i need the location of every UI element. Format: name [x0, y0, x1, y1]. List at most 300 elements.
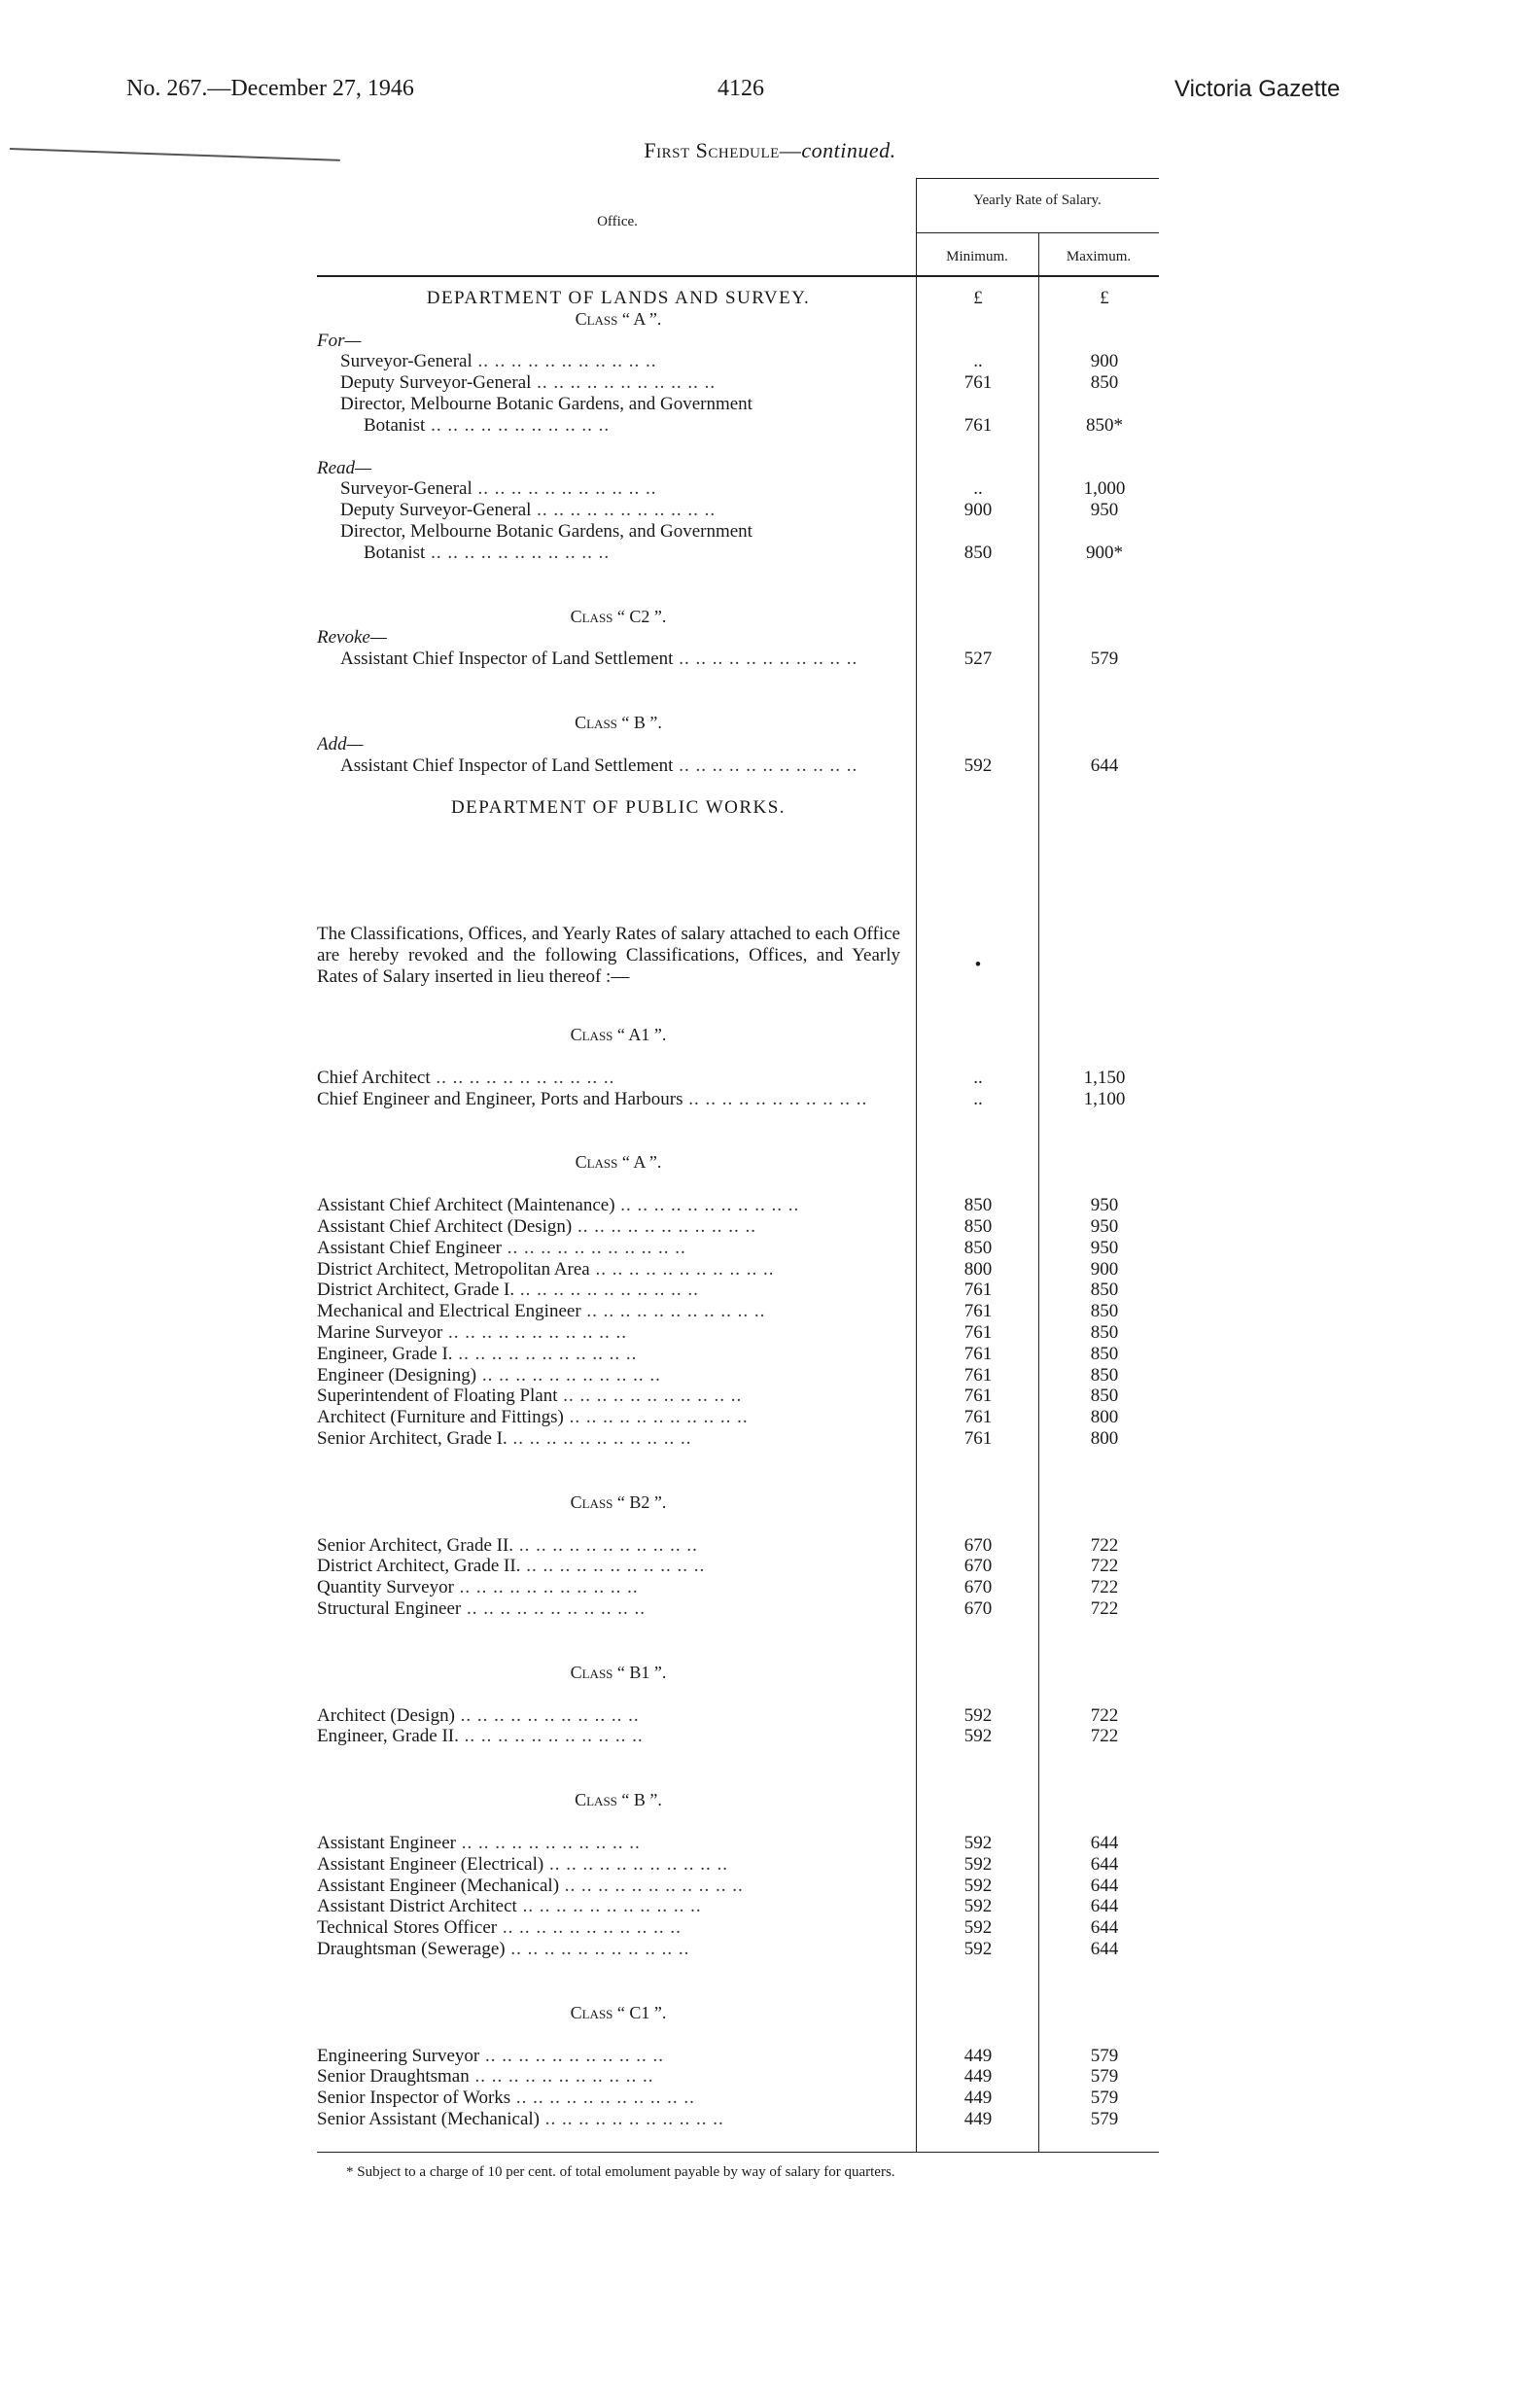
label-heading [317, 627, 1153, 649]
dept-heading [317, 288, 1153, 309]
leader-dots: .. .. .. .. .. .. .. .. .. .. .. [514, 1280, 699, 1301]
minimum-salary: 592 [963, 1896, 993, 1917]
leader-dots: .. .. .. .. .. .. .. .. .. .. .. [425, 542, 611, 563]
minimum-salary: .. [973, 478, 983, 500]
table-row [317, 1705, 1153, 1727]
office-name: Engineer (Designing) [317, 1364, 477, 1386]
minimum-salary: .. [973, 1067, 983, 1088]
maximum-salary: 950 [1090, 1215, 1119, 1237]
office-cell [317, 713, 920, 734]
table-row [317, 1917, 1153, 1939]
leader-dots: .. .. .. .. .. .. .. .. .. .. .. [682, 1088, 868, 1109]
minimum-salary: 761 [963, 1280, 993, 1301]
table-row [317, 1195, 1153, 1216]
office-cell [317, 372, 924, 394]
maximum-salary: 579 [1090, 2108, 1119, 2129]
table-row [317, 394, 1153, 415]
minimum-salary: 761 [963, 372, 993, 394]
office-name: Chief Engineer and Engineer, Ports and Harbours [317, 1088, 683, 1109]
office-name: Structural Engineer [317, 1597, 462, 1619]
maximum-salary: 900 [1090, 351, 1119, 372]
minimum-salary: 449 [963, 2066, 993, 2088]
table-row [317, 1386, 1153, 1407]
table-head-rule [317, 275, 1159, 277]
office-name: Superintendent of Floating Plant [317, 1386, 558, 1407]
leader-dots: .. .. .. .. .. .. .. .. .. .. .. [458, 1726, 644, 1747]
minimum-salary: 592 [963, 1917, 993, 1939]
leader-dots: .. .. .. .. .. .. .. .. .. .. .. [540, 2108, 724, 2129]
issue-number: No. 267.—December 27, 1946 [126, 76, 414, 101]
maximum-salary: 850 [1090, 1343, 1119, 1364]
maximum-salary: 722 [1090, 1534, 1119, 1556]
class-heading [317, 1025, 1153, 1046]
office-name: Revoke— [317, 627, 387, 649]
maximum-salary: 950 [1090, 1237, 1119, 1258]
minimum-salary: 850 [963, 1195, 993, 1216]
office-cell [317, 394, 924, 415]
table-row [317, 1939, 1153, 1960]
maximum-salary: 850 [1090, 372, 1119, 394]
leader-dots: .. .. .. .. .. .. .. .. .. .. .. [454, 1704, 640, 1726]
office-cell [317, 1535, 900, 1557]
office-cell [317, 755, 924, 777]
office-name: Class “ A ”. [575, 308, 662, 329]
maximum-salary: 1,100 [1083, 1088, 1126, 1109]
leader-dots: .. .. .. .. .. .. .. .. .. .. .. [531, 500, 717, 521]
table-row [317, 1089, 1153, 1110]
yearly-rate-header: Yearly Rate of Salary. [973, 193, 1102, 208]
maximum-salary: 900 [1090, 1258, 1119, 1280]
maximum-salary: £ [1100, 288, 1109, 308]
office-cell [317, 521, 924, 543]
office-cell [317, 734, 900, 755]
table-row [317, 1577, 1153, 1598]
minimum-salary: 670 [963, 1577, 993, 1598]
maximum-salary: 579 [1090, 2066, 1119, 2088]
class-heading [317, 607, 1153, 628]
table-row [317, 1280, 1153, 1301]
office-cell [317, 1386, 900, 1407]
office-name: Class “ B1 ”. [570, 1662, 667, 1682]
office-cell [317, 1216, 900, 1238]
spacer [317, 1747, 1153, 1769]
table-row [317, 1598, 1153, 1620]
office-cell [317, 309, 920, 331]
office-cell [317, 1195, 900, 1216]
leader-dots: .. .. .. .. .. .. .. .. .. .. .. [510, 2088, 695, 2109]
office-name: Class “ B2 ”. [570, 1491, 667, 1512]
spacer [317, 1174, 1153, 1195]
minimum-salary: 449 [963, 2088, 993, 2109]
schedule-title-text: First Schedule— [644, 138, 802, 162]
maximum-salary: 579 [1090, 649, 1119, 670]
office-name: Class “ B ”. [575, 712, 662, 732]
office-name: Director, Melbourne Botanic Gardens, and Government [340, 520, 752, 542]
spacer [317, 1960, 1153, 1982]
spacer [317, 1109, 1153, 1131]
spacer [317, 776, 1153, 797]
spacer [317, 437, 1153, 458]
subhead-rule [916, 232, 1159, 233]
page-number: 4126 [718, 76, 764, 101]
minimum-salary: £ [973, 288, 983, 308]
minimum-salary: .. [973, 351, 983, 372]
class-heading [317, 1492, 1153, 1514]
minimum-salary: 761 [963, 1364, 993, 1386]
table-row [317, 415, 1153, 437]
office-cell [317, 1089, 900, 1110]
office-name: Senior Draughtsman [317, 2066, 470, 2088]
office-name: Technical Stores Officer [317, 1917, 498, 1939]
office-name: Assistant Chief Architect (Design) [317, 1215, 573, 1237]
table-row [317, 372, 1153, 394]
spacer [317, 691, 1153, 713]
note-bullet: • [974, 955, 982, 975]
table-row [317, 1833, 1153, 1854]
office-cell [317, 288, 920, 309]
office-name: Assistant Chief Inspector of Land Settlement [340, 754, 674, 776]
office-name: For— [317, 330, 362, 351]
leader-dots: .. .. .. .. .. .. .. .. .. .. .. [516, 1896, 702, 1917]
class-heading [317, 309, 1153, 331]
office-cell [317, 1896, 900, 1917]
leader-dots: .. .. .. .. .. .. .. .. .. .. .. [501, 1237, 686, 1258]
office-cell [317, 797, 920, 819]
spacer [317, 1684, 1153, 1705]
dept-heading [317, 797, 1153, 819]
office-cell [317, 2046, 900, 2067]
label-heading [317, 734, 1153, 755]
maximum-salary: 722 [1090, 1726, 1119, 1747]
table-row [317, 1876, 1153, 1897]
table-row [317, 351, 1153, 372]
office-cell [317, 1939, 900, 1960]
minimum-salary: 449 [963, 2108, 993, 2129]
office-cell [317, 1876, 900, 1897]
leader-dots: .. .. .. .. .. .. .. .. .. .. .. [425, 414, 611, 436]
office-cell [317, 1407, 900, 1428]
office-name: DEPARTMENT OF LANDS AND SURVEY. [426, 288, 811, 308]
leader-dots: .. .. .. .. .. .. .. .. .. .. .. [572, 1215, 757, 1237]
minimum-salary: 761 [963, 1321, 993, 1343]
office-name: Surveyor-General [340, 351, 472, 372]
spacer [317, 564, 1153, 585]
office-name: Director, Melbourne Botanic Gardens, and Government [340, 393, 752, 414]
minimum-salary: 761 [963, 1386, 993, 1407]
publication-name: Victoria Gazette [1174, 76, 1341, 102]
leader-dots: .. .. .. .. .. .. .. .. .. .. .. [531, 372, 717, 394]
office-cell [317, 607, 920, 628]
office-name: Mechanical and Electrical Engineer [317, 1301, 581, 1322]
spacer [317, 1620, 1153, 1641]
table-row [317, 1407, 1153, 1428]
footnote: * Subject to a charge of 10 per cent. of total emolument payable by way of salary for quarters. [346, 2164, 895, 2180]
table-row [317, 1726, 1153, 1747]
spacer [317, 1046, 1153, 1068]
minimum-salary: 592 [963, 1853, 993, 1875]
office-cell [317, 2109, 900, 2130]
office-cell [317, 1025, 920, 1046]
table-row [317, 521, 1153, 543]
office-cell [317, 1301, 900, 1322]
leader-dots: .. .. .. .. .. .. .. .. .. .. .. [559, 1875, 744, 1896]
maximum-salary: 900* [1086, 542, 1123, 563]
office-cell [317, 331, 900, 352]
maximum-salary: 644 [1090, 1875, 1119, 1896]
office-cell [317, 2003, 920, 2024]
table-row [317, 2046, 1153, 2067]
spacer [317, 585, 1153, 607]
office-cell [317, 415, 947, 437]
minimum-salary: 592 [963, 1726, 993, 1747]
leader-dots: .. .. .. .. .. .. .. .. .. .. .. [614, 1195, 800, 1216]
office-name: District Architect, Grade I. [317, 1280, 515, 1301]
office-cell [317, 2088, 900, 2109]
table-row [317, 1535, 1153, 1557]
spacer [317, 1471, 1153, 1492]
maximum-salary: 1,000 [1083, 478, 1126, 500]
maximum-salary: 722 [1090, 1597, 1119, 1619]
office-name: Draughtsman (Sewerage) [317, 1938, 506, 1959]
office-name: Assistant Engineer (Electrical) [317, 1853, 544, 1875]
office-name: Botanist [364, 542, 426, 563]
office-name: Read— [317, 457, 371, 478]
leader-dots: .. .. .. .. .. .. .. .. .. .. .. [461, 1597, 647, 1619]
maximum-salary: 1,150 [1083, 1067, 1126, 1088]
table-bottom-rule [317, 2152, 1159, 2153]
maximum-salary: 950 [1090, 500, 1119, 521]
maximum-salary: 850 [1090, 1280, 1119, 1301]
maximum-salary: 722 [1090, 1556, 1119, 1577]
office-cell [317, 1152, 920, 1174]
office-name: Deputy Surveyor-General [340, 500, 532, 521]
leader-dots: .. .. .. .. .. .. .. .. .. .. .. [543, 1853, 728, 1875]
leader-dots: .. .. .. .. .. .. .. .. .. .. .. [557, 1386, 743, 1407]
office-name: Assistant Chief Inspector of Land Settlement [340, 649, 674, 670]
maximum-header: Maximum. [1066, 249, 1132, 264]
leader-dots: .. .. .. .. .. .. .. .. .. .. .. [472, 351, 657, 372]
office-name: Assistant District Architect [317, 1896, 517, 1917]
minimum-salary: 900 [963, 500, 993, 521]
office-cell [317, 1577, 900, 1598]
table-row [317, 2066, 1153, 2088]
leader-dots: .. .. .. .. .. .. .. .. .. .. .. [472, 478, 657, 500]
leader-dots: .. .. .. .. .. .. .. .. .. .. .. [513, 1534, 698, 1556]
office-cell [317, 458, 900, 479]
spacer [317, 670, 1153, 691]
minimum-salary: 850 [963, 1237, 993, 1258]
office-column-header: Office. [597, 214, 638, 229]
office-name: Class “ B ”. [575, 1790, 662, 1810]
minimum-salary: 761 [963, 1407, 993, 1428]
minimum-salary: 670 [963, 1556, 993, 1577]
office-name: Architect (Furniture and Fittings) [317, 1407, 564, 1428]
class-heading [317, 1790, 1153, 1811]
office-cell [317, 1259, 900, 1281]
minimum-salary: 592 [963, 1875, 993, 1896]
leader-dots: .. .. .. .. .. .. .. .. .. .. .. [507, 1427, 692, 1449]
minimum-salary: 592 [963, 1704, 993, 1726]
table-row [317, 755, 1153, 777]
leader-dots: .. .. .. .. .. .. .. .. .. .. .. [442, 1321, 628, 1343]
leader-dots: .. .. .. .. .. .. .. .. .. .. .. [479, 2045, 665, 2066]
maximum-salary: 800 [1090, 1407, 1119, 1428]
maximum-salary: 850 [1090, 1321, 1119, 1343]
office-cell [317, 351, 924, 372]
minimum-salary: 449 [963, 2045, 993, 2066]
schedule-title-suffix: continued. [801, 138, 896, 162]
office-name: Deputy Surveyor-General [340, 372, 532, 394]
maximum-salary: 644 [1090, 1917, 1119, 1939]
office-cell [317, 1854, 900, 1876]
public-works-note: The Classifications, Offices, and Yearly Rates of salary attached to each Office are hereby revoked and the following Classifications, Offices, and Yearly Rates of Salary inserted in lieu thereof :— [317, 924, 900, 987]
office-cell [317, 478, 924, 500]
maximum-salary: 850 [1090, 1301, 1119, 1322]
table-row [317, 1344, 1153, 1365]
table-row [317, 543, 1153, 564]
table-top-rule [916, 178, 1159, 179]
office-cell [317, 1428, 900, 1450]
class-heading [317, 2003, 1153, 2024]
office-cell [317, 1556, 900, 1577]
office-cell [317, 1705, 900, 1727]
office-cell [317, 543, 947, 564]
leader-dots: .. .. .. .. .. .. .. .. .. .. .. [520, 1556, 706, 1577]
office-name: Chief Architect [317, 1067, 431, 1088]
office-name: Botanist [364, 414, 426, 436]
maximum-salary: 850 [1090, 1386, 1119, 1407]
table-row [317, 1428, 1153, 1450]
office-name: DEPARTMENT OF PUBLIC WORKS. [450, 797, 787, 819]
leader-dots: .. .. .. .. .. .. .. .. .. .. .. [452, 1343, 638, 1364]
lands-survey-rows [317, 288, 1153, 819]
leader-dots: .. .. .. .. .. .. .. .. .. .. .. [456, 1832, 641, 1853]
table-row [317, 2088, 1153, 2109]
maximum-salary: 850* [1086, 414, 1123, 436]
maximum-salary: 644 [1090, 1832, 1119, 1853]
minimum-salary: 592 [963, 1832, 993, 1853]
table-row [317, 1068, 1153, 1089]
office-cell [317, 1280, 900, 1301]
office-cell [317, 1492, 920, 1514]
minimum-salary: 761 [963, 1301, 993, 1322]
table-row [317, 500, 1153, 521]
table-row [317, 1322, 1153, 1344]
minimum-salary: 670 [963, 1534, 993, 1556]
office-cell [317, 1238, 900, 1259]
office-name: Class “ C2 ”. [570, 606, 667, 626]
table-row [317, 1896, 1153, 1917]
maximum-salary: 722 [1090, 1704, 1119, 1726]
office-name: Class “ C1 ”. [570, 2002, 667, 2022]
minimum-salary: .. [973, 1088, 983, 1109]
table-row [317, 1259, 1153, 1281]
office-name: Assistant Chief Architect (Maintenance) [317, 1195, 615, 1216]
minimum-salary: 592 [963, 1938, 993, 1959]
minimum-salary: 761 [963, 1427, 993, 1449]
spacer [317, 1769, 1153, 1790]
office-cell [317, 1344, 900, 1365]
leader-dots: .. .. .. .. .. .. .. .. .. .. .. [673, 754, 858, 776]
office-cell [317, 627, 900, 649]
office-cell [317, 1790, 920, 1811]
office-cell [317, 1068, 900, 1089]
table-row [317, 1301, 1153, 1322]
minimum-salary: 800 [963, 1258, 993, 1280]
class-heading [317, 1663, 1153, 1684]
minimum-header: Minimum. [946, 249, 1008, 264]
office-cell [317, 500, 924, 521]
office-name: Quantity Surveyor [317, 1577, 454, 1598]
spacer [317, 2024, 1153, 2046]
leader-dots: .. .. .. .. .. .. .. .. .. .. .. [673, 649, 858, 670]
maximum-salary: 644 [1090, 1896, 1119, 1917]
public-works-rows [317, 1025, 1153, 2130]
spacer [317, 1982, 1153, 2003]
office-name: Senior Assistant (Mechanical) [317, 2108, 541, 2129]
minimum-salary: 850 [963, 1215, 993, 1237]
minimum-salary: 670 [963, 1597, 993, 1619]
leader-dots: .. .. .. .. .. .. .. .. .. .. .. [430, 1067, 615, 1088]
office-cell [317, 1663, 920, 1684]
leader-dots: .. .. .. .. .. .. .. .. .. .. .. [476, 1364, 661, 1386]
minimum-salary: 527 [963, 649, 993, 670]
office-name: Engineering Surveyor [317, 2045, 480, 2066]
office-cell [317, 1322, 900, 1344]
leader-dots: .. .. .. .. .. .. .. .. .. .. .. [469, 2066, 654, 2088]
minimum-salary: 761 [963, 414, 993, 436]
maximum-salary: 579 [1090, 2045, 1119, 2066]
minimum-salary: 850 [963, 542, 993, 563]
office-name: Engineer, Grade II. [317, 1726, 459, 1747]
leader-dots: .. .. .. .. .. .. .. .. .. .. .. [505, 1938, 690, 1959]
table-row [317, 649, 1153, 670]
office-name: Surveyor-General [340, 478, 472, 500]
office-name: Class “ A1 ”. [570, 1025, 667, 1044]
maximum-salary: 579 [1090, 2088, 1119, 2109]
spacer [317, 1131, 1153, 1152]
office-name: Add— [317, 733, 364, 754]
leader-dots: .. .. .. .. .. .. .. .. .. .. .. [453, 1577, 639, 1598]
office-name: Senior Architect, Grade I. [317, 1427, 508, 1449]
office-cell [317, 1365, 900, 1386]
office-name: Assistant Engineer (Mechanical) [317, 1875, 560, 1896]
office-name: Assistant Engineer [317, 1832, 457, 1853]
office-cell [317, 1917, 900, 1939]
maximum-salary: 850 [1090, 1364, 1119, 1386]
table-row [317, 1238, 1153, 1259]
schedule-title [0, 138, 1540, 163]
spacer [317, 1641, 1153, 1663]
office-name: Assistant Chief Engineer [317, 1237, 502, 1258]
maximum-salary: 644 [1090, 754, 1119, 776]
spacer [317, 1450, 1153, 1471]
leader-dots: .. .. .. .. .. .. .. .. .. .. .. [563, 1407, 749, 1428]
spacer [317, 1514, 1153, 1535]
office-name: Architect (Design) [317, 1704, 455, 1726]
office-cell [317, 1726, 900, 1747]
leader-dots: .. .. .. .. .. .. .. .. .. .. .. [497, 1917, 682, 1939]
table-row [317, 1365, 1153, 1386]
leader-dots: .. .. .. .. .. .. .. .. .. .. .. [580, 1301, 766, 1322]
office-name: District Architect, Grade II. [317, 1556, 521, 1577]
class-heading [317, 713, 1153, 734]
office-cell [317, 649, 924, 670]
office-cell [317, 2066, 900, 2088]
label-heading [317, 458, 1153, 479]
maximum-salary: 950 [1090, 1195, 1119, 1216]
class-heading [317, 1152, 1153, 1174]
